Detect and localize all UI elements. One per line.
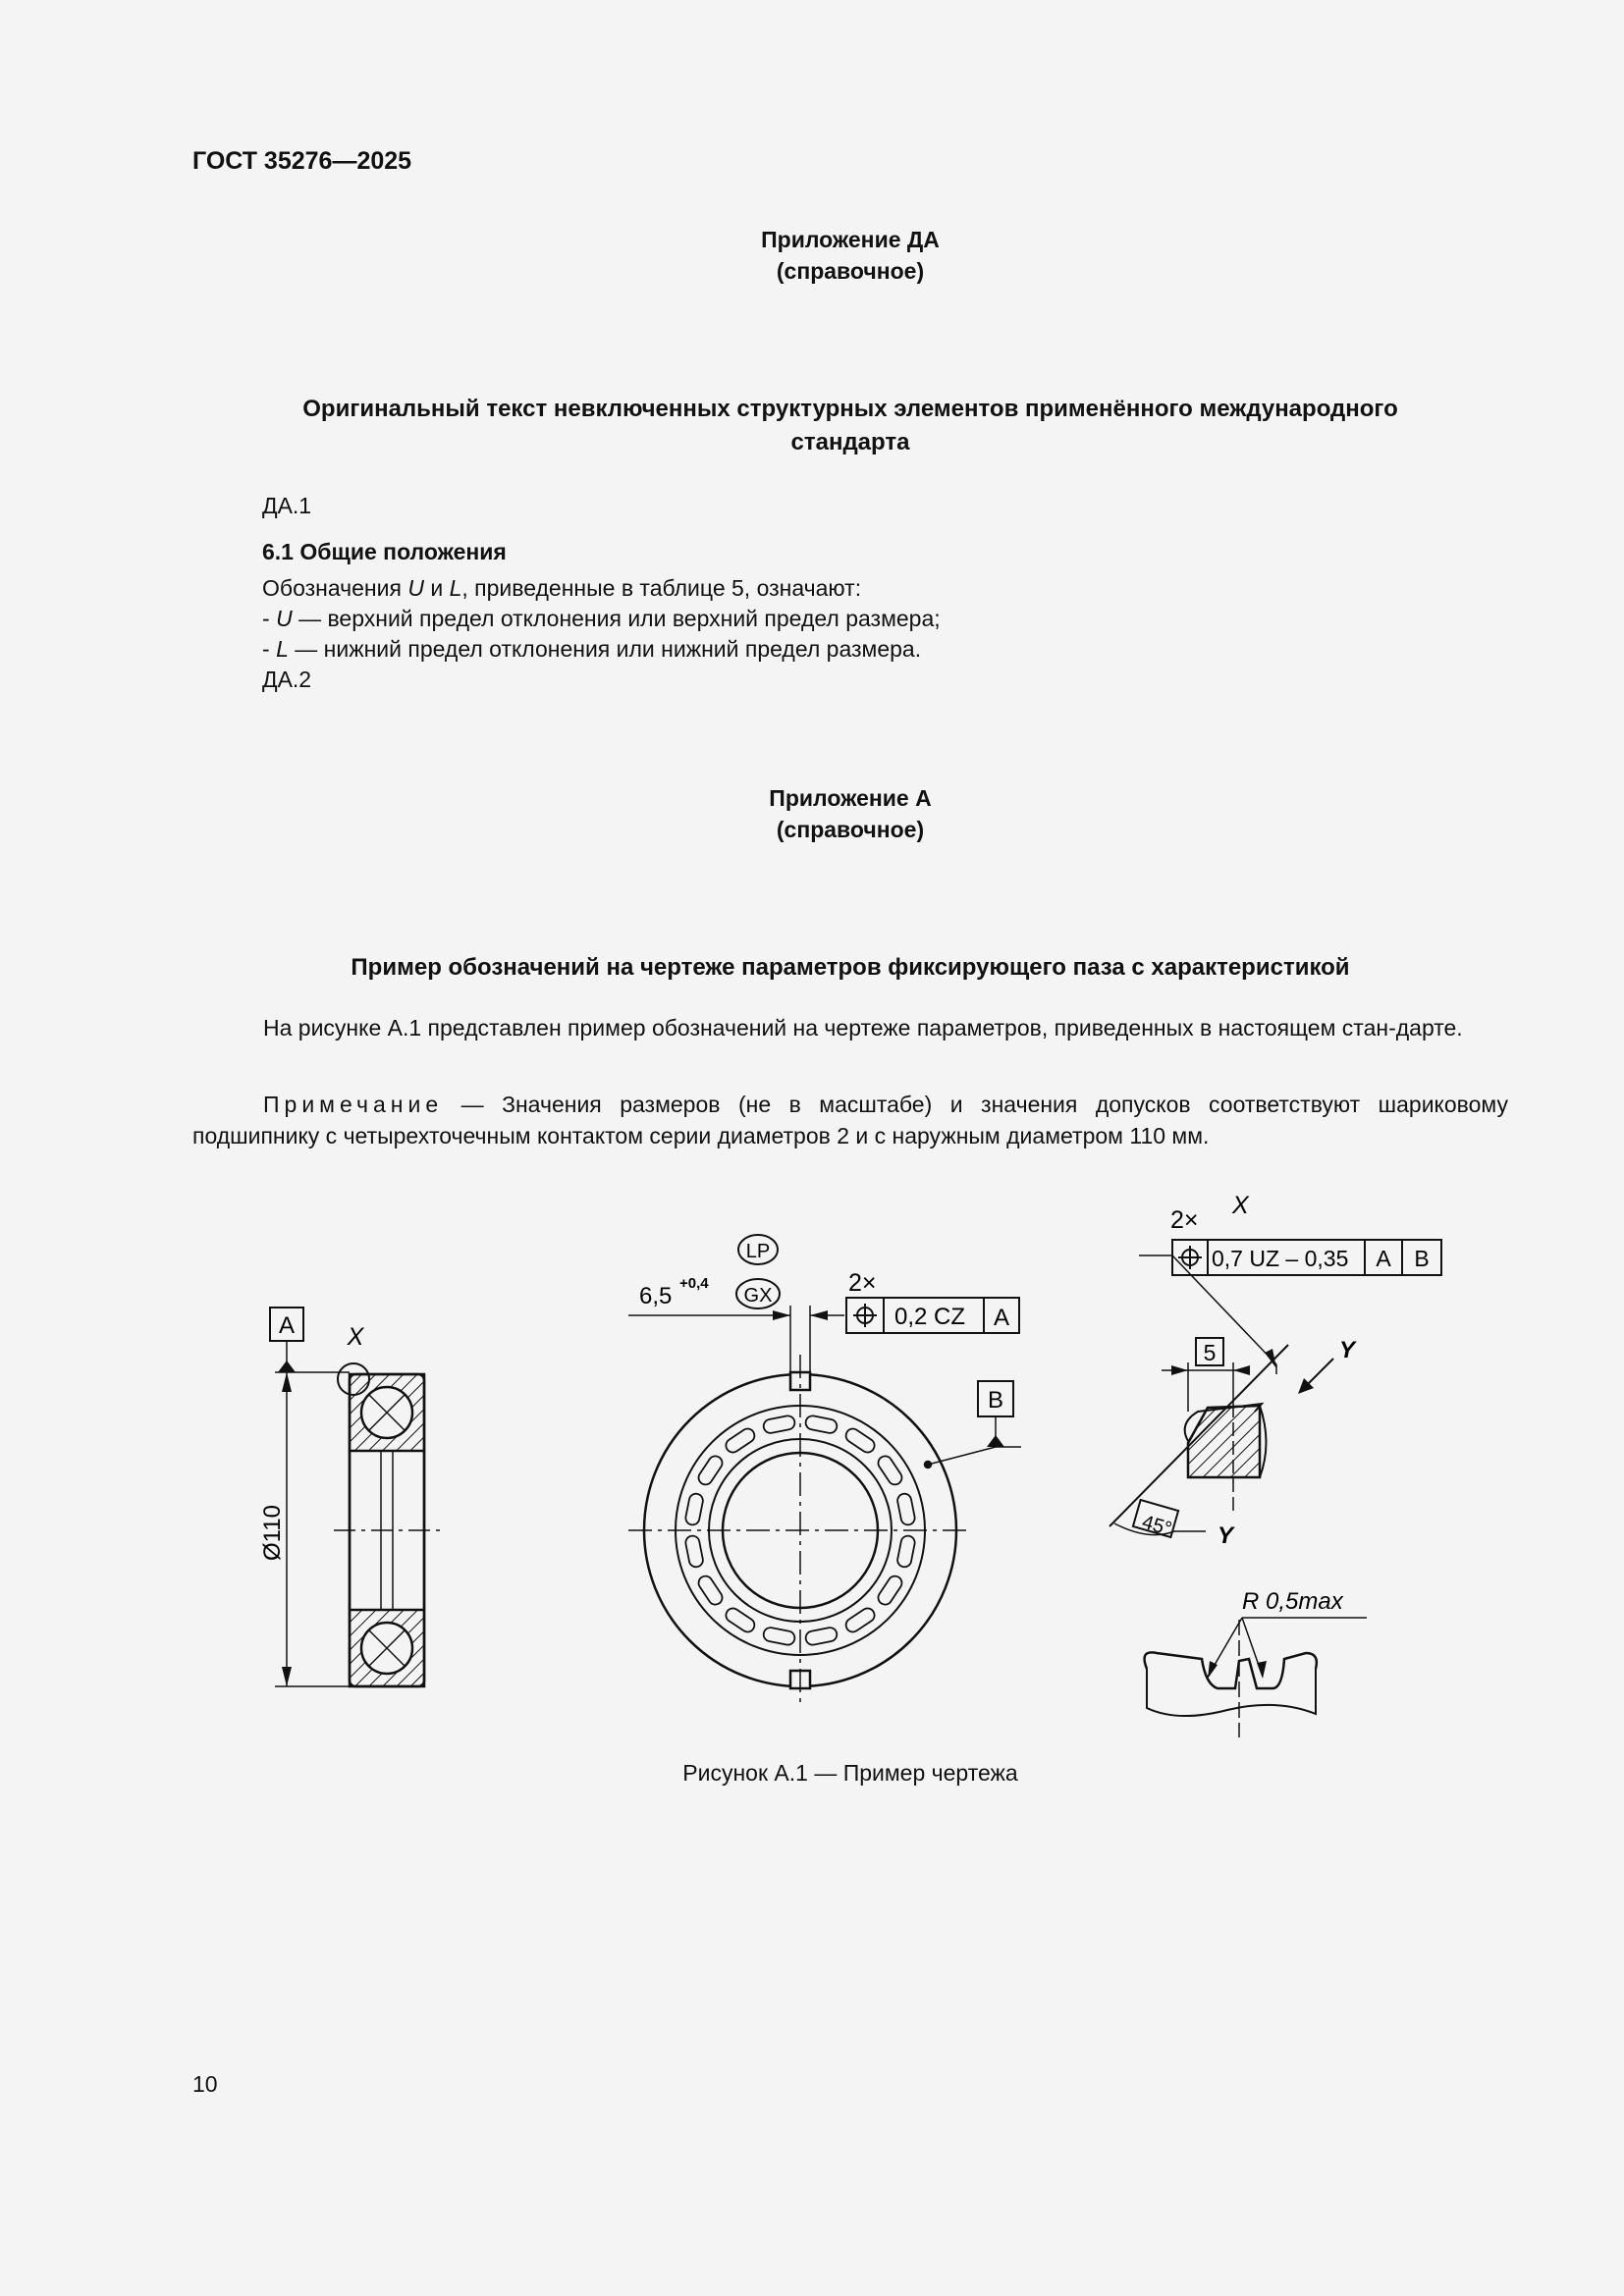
note-label: Примечание xyxy=(263,1092,444,1117)
diameter-label: Ø110 xyxy=(259,1505,286,1561)
slot-width: 6,5 xyxy=(639,1283,673,1309)
annex-da-kind: (справочное) xyxy=(776,258,925,284)
roller xyxy=(724,1606,757,1634)
slot-tolerance: +0,4 xyxy=(679,1275,709,1292)
document-number: ГОСТ 35276—2025 xyxy=(192,147,412,175)
definition-line-3: - L — нижний предел отклонения или нижний предел размера. xyxy=(262,636,922,662)
roller xyxy=(684,1492,704,1525)
roller xyxy=(876,1454,904,1487)
note-text: — Значения размеров (не в масштабе) и значения допусков соответствуют шариковому подшипнику с четырехточечным контактом серии диаметров 2 и с наружным диаметром 110 мм. xyxy=(192,1092,1508,1148)
roller xyxy=(724,1426,757,1455)
tolerance-2-value: 0,7 UZ – 0,35 xyxy=(1212,1246,1349,1271)
figure-caption: Рисунок А.1 — Пример чертежа xyxy=(682,1760,1018,1786)
roller xyxy=(696,1454,725,1487)
tolerance-1-value: 0,2 CZ xyxy=(894,1304,966,1330)
da2-label: ДА.2 xyxy=(262,667,312,692)
roller xyxy=(896,1492,916,1525)
roller xyxy=(762,1627,795,1646)
tolerance-2-datum-b: B xyxy=(1414,1246,1430,1271)
roller xyxy=(896,1534,916,1568)
roller xyxy=(843,1426,877,1455)
definition-line-1: Обозначения U и L, приведенные в таблице 5, означают: xyxy=(262,575,862,601)
detail-x-label-right: X xyxy=(1232,1192,1249,1219)
detail-x-view xyxy=(1110,1240,1441,1537)
detail-x-label-left: X xyxy=(347,1323,364,1351)
annex-da-heading-line2: стандарта xyxy=(790,429,910,455)
dimension-5: 5 xyxy=(1203,1340,1217,1365)
roller xyxy=(804,1627,838,1646)
annex-a-paragraph: На рисунке А.1 представлен пример обозначений на чертеже параметров, приведенных в настоящем стан-дарте. xyxy=(263,1015,1463,1041)
roller xyxy=(843,1606,877,1634)
annex-da-heading-line1: Оригинальный текст невключенных структурных элементов применённого международного xyxy=(302,396,1398,422)
roller xyxy=(804,1415,838,1434)
section-y-view xyxy=(1145,1618,1367,1737)
lp-modifier: LP xyxy=(745,1241,771,1262)
datum-a-left: A xyxy=(278,1312,296,1339)
annex-da-title: Приложение ДА xyxy=(761,227,940,252)
section-title: 6.1 Общие положения xyxy=(262,539,507,564)
tolerance-2-datum-a: A xyxy=(1376,1246,1391,1271)
annex-a-heading: Пример обозначений на чертеже параметров фиксирующего паза с характеристикой xyxy=(351,954,1350,981)
roller xyxy=(876,1574,904,1607)
datum-b: B xyxy=(987,1387,1004,1414)
radius-label: R 0,5max xyxy=(1242,1588,1343,1615)
annex-a-title: Приложение А xyxy=(769,785,932,811)
annex-a-kind: (справочное) xyxy=(776,817,925,842)
count-2x-center: 2× xyxy=(848,1269,877,1297)
roller xyxy=(684,1534,704,1568)
angle-45: 45° xyxy=(1139,1511,1174,1541)
section-y-label-top: Y xyxy=(1339,1337,1356,1363)
page-number: 10 xyxy=(192,2071,218,2097)
gx-modifier: GX xyxy=(743,1285,773,1307)
section-y-label-bottom: Y xyxy=(1218,1522,1234,1549)
bearing-section-view xyxy=(270,1308,442,1686)
tolerance-1-datum: A xyxy=(993,1305,1010,1331)
roller xyxy=(762,1415,795,1434)
count-2x-right: 2× xyxy=(1170,1206,1199,1234)
roller xyxy=(696,1574,725,1607)
definition-line-2: - U — верхний предел отклонения или верхний предел размера; xyxy=(262,606,941,631)
da1-label: ДА.1 xyxy=(262,493,312,518)
